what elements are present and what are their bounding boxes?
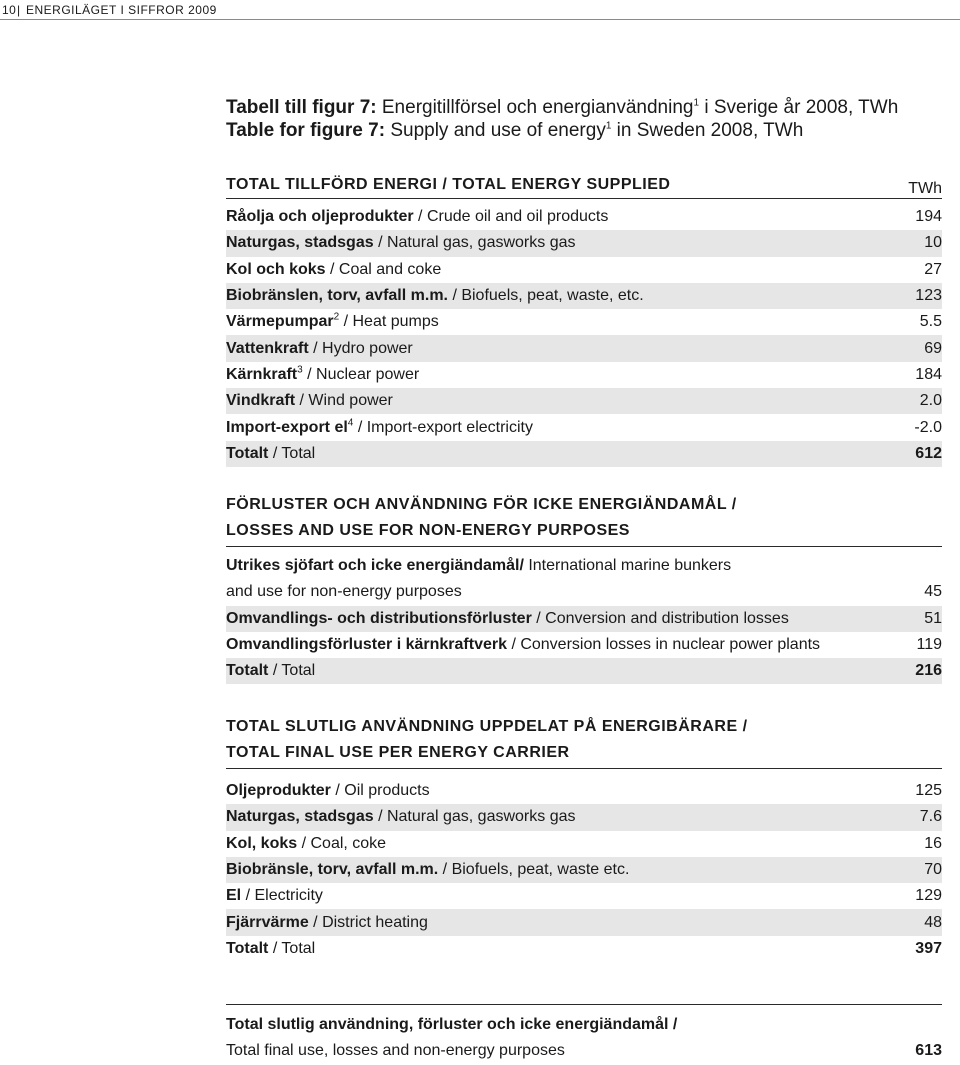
row-label-sv: Naturgas, stadsgas [226,808,374,826]
row-label-en: / Total [272,662,316,680]
row-value: 612 [915,444,942,462]
row-label-en: / Hydro power [313,339,413,357]
title-english-tail: in Sweden 2008, TWh [611,120,804,141]
row-label-sv: Totalt [226,444,269,462]
table-row [226,1012,942,1038]
grand-total-label-en: Total final use, losses and non-energy purposes [226,1042,565,1059]
row-label-en: / Oil products [335,782,430,800]
row-value: 69 [924,339,942,357]
running-header [0,0,960,20]
row-value: 119 [916,636,942,654]
losses-heading-line1: FÖRLUSTER OCH ANVÄNDNING FÖR ICKE ENERGIÄNDAMÅL / [226,496,737,513]
row-value: 216 [915,662,942,680]
row-label-en: / Biofuels, peat, waste etc. [442,861,630,879]
row-value: 125 [915,782,942,800]
title-swedish [226,96,960,119]
row-label-sv: Kol och koks [226,260,326,278]
row-label-sv: Omvandlings- och distributionsförluster [226,609,532,627]
table-row [226,414,942,440]
title-english-footnote: 1 [605,120,612,132]
table-row [226,909,942,935]
supply-unit: TWh [908,180,942,197]
table-row [226,632,942,658]
row-value: 129 [915,887,942,905]
row-label-en: / Heat pumps [343,313,439,331]
row-label-en: / District heating [313,913,428,931]
row-label-sv: Totalt [226,662,269,680]
losses-heading-line2: LOSSES AND USE FOR NON-ENERGY PURPOSES [226,518,942,547]
row-value: 48 [924,913,942,931]
supply-section [226,170,942,467]
title-english [226,119,960,142]
table-row [226,579,942,605]
row-label-en: / Conversion and distribution losses [536,609,789,627]
supply-heading: TOTAL TILLFÖRD ENERGI / TOTAL ENERGY SUPPLIED [226,176,671,193]
table-row [226,388,942,414]
row-value: 10 [924,234,942,252]
table-row [226,362,942,388]
header-rule [0,19,960,20]
row-label-sv: Omvandlingsförluster i kärnkraftverk [226,636,507,654]
final-use-heading-line2: TOTAL FINAL USE PER ENERGY CARRIER [226,740,942,769]
row-value: 27 [924,260,942,278]
row-value: 16 [924,834,942,852]
row-label-en: and use for non-energy purposes [226,583,462,601]
row-label-sv: Kärnkraft [226,365,298,383]
footnote-marker: 4 [347,417,354,429]
footnote-marker: 3 [297,364,303,376]
table-row [226,606,942,632]
title-swedish-footnote: 1 [693,97,700,109]
title-swedish-label: Tabell till figur 7: [226,97,377,118]
row-value: 45 [924,583,942,601]
row-value: 70 [924,861,942,879]
row-label-sv: Vindkraft [226,392,296,410]
grand-total-section [226,1012,942,1064]
table-row [226,230,942,256]
row-value: 7.6 [919,808,942,826]
row-value: 5.5 [919,313,942,331]
row-label-en: / Conversion losses in nuclear power plants [511,636,821,654]
row-label-sv: Fjärrvärme [226,913,309,931]
row-label-en: / Natural gas, gasworks gas [378,234,576,252]
row-label-en: / Nuclear power [307,365,420,383]
row-label-sv: Totalt [226,939,269,957]
table-row [226,831,942,857]
losses-section [226,492,942,684]
row-label-sv: Kol, koks [226,834,298,852]
row-label-en: International marine bunkers [523,557,732,575]
row-label-sv: Import-export el [226,418,348,436]
row-value: 51 [924,609,942,627]
row-label-sv: Naturgas, stadsgas [226,234,374,252]
page-number: 10 [2,3,17,17]
title-english-label: Table for figure 7: [226,120,386,141]
final-use-section [226,714,942,962]
grand-total-rule [226,1004,942,1005]
row-label-en: / Biofuels, peat, waste, etc. [452,287,644,305]
total-row [226,936,942,962]
supply-rows [226,204,942,467]
title-swedish-text: Energitillförsel och energianvändning [376,97,694,118]
row-value: 194 [915,208,942,226]
losses-rows [226,606,942,685]
row-label-sv: El [226,887,242,905]
table-row [226,553,942,579]
footnote-marker: 2 [333,312,340,323]
row-label-en: / Import-export electricity [357,418,533,436]
row-value: 184 [915,365,942,383]
row-label-en: / Total [272,939,316,957]
row-label-en: / Natural gas, gasworks gas [378,808,576,826]
table-row [226,335,942,361]
table-titles [226,96,960,142]
row-label-en: / Total [272,444,316,462]
row-value: 2.0 [919,392,942,410]
table-row [226,309,942,335]
total-row [226,658,942,684]
publication-title: ENERGILÄGET I SIFFROR 2009 [26,3,217,17]
header-separator: | [17,3,21,17]
table-row [226,283,942,309]
row-label-en: / Coal and coke [330,260,442,278]
final-use-rows [226,778,942,962]
total-row [226,441,942,467]
row-label-en: / Wind power [299,392,393,410]
row-value: 123 [915,287,942,305]
supply-heading-row [226,170,942,199]
table-row [226,883,942,909]
row-label-sv: Oljeprodukter [226,782,331,800]
grand-total-value: 613 [915,1042,942,1059]
table-row [226,778,942,804]
table-row [226,204,942,230]
row-label-sv: Värmepumpar [226,313,334,331]
title-swedish-tail: i Sverige år 2008, TWh [699,97,899,118]
final-use-heading-line1: TOTAL SLUTLIG ANVÄNDNING UPPDELAT PÅ ENERGIBÄRARE / [226,718,748,735]
table-row [226,804,942,830]
table-row [226,257,942,283]
title-english-text: Supply and use of energy [385,120,606,141]
row-label-en: / Coal, coke [301,834,387,852]
row-label-en: / Electricity [245,887,323,905]
row-label-sv: Biobränslen, torv, avfall m.m. [226,287,448,305]
grand-total-label-sv: Total slutlig användning, förluster och icke energiändamål / [226,1016,678,1033]
table-row [226,857,942,883]
table-row [226,1038,942,1064]
row-label-en: / Crude oil and oil products [418,208,609,226]
row-label-sv: Råolja och oljeprodukter [226,208,414,226]
row-label-sv: Biobränsle, torv, avfall m.m. [226,861,439,879]
row-label-sv: Vattenkraft [226,339,309,357]
row-value: 397 [915,939,942,957]
row-value: -2.0 [914,418,942,436]
row-label-sv: Utrikes sjöfart och icke energiändamål/ [226,557,524,575]
